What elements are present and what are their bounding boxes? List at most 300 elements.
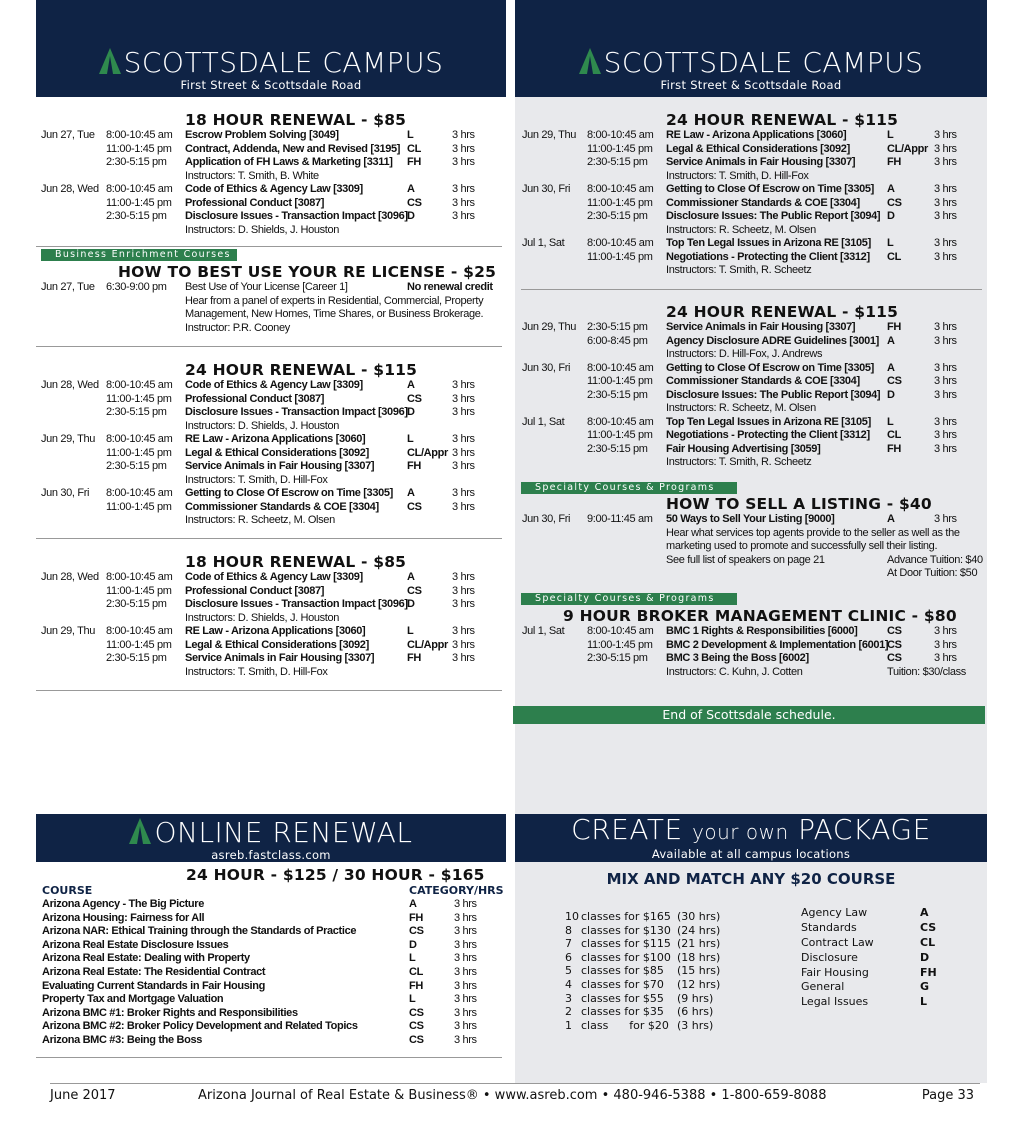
course-category: CL — [887, 429, 901, 441]
course-name: Professional Conduct [3087] — [185, 392, 325, 405]
logo-triangle-icon — [579, 48, 601, 74]
course-row — [521, 197, 987, 211]
course-row — [521, 129, 987, 143]
section-badge: Specialty Courses & Programs — [521, 482, 737, 494]
course-date: Jun 28, Wed — [41, 571, 99, 583]
tuition: Tuition: $30/class — [887, 665, 966, 678]
right-section-3 — [521, 496, 987, 581]
course-category: D — [887, 388, 895, 401]
left-section-3 — [36, 362, 502, 528]
course-row — [521, 156, 987, 170]
online-course-row — [36, 952, 502, 966]
course-hours: 3 hrs — [452, 142, 475, 155]
course-time: 8:00-10:45 am — [587, 625, 654, 637]
course-row — [521, 143, 987, 157]
course-row — [36, 156, 502, 170]
course-category: A — [407, 379, 415, 391]
instructors: Instructors: T. Smith, D. Hill-Fox — [185, 665, 328, 678]
course-date: Jun 28, Wed — [41, 183, 99, 195]
instructors: Instructors: R. Scheetz, M. Olsen — [185, 514, 335, 526]
course-category: CS — [887, 625, 902, 637]
online-course-hours: 3 hrs — [454, 1006, 477, 1019]
category-row — [801, 936, 961, 951]
logo-triangle-icon — [99, 48, 121, 74]
course-row — [521, 362, 987, 376]
course-time: 2:30-5:15 pm — [587, 156, 648, 168]
pricing-row — [565, 978, 765, 992]
online-course-category: L — [409, 952, 416, 965]
course-category: A — [887, 361, 895, 374]
pricing-price: classes for $35 — [581, 1005, 664, 1019]
course-category: L — [887, 237, 894, 249]
course-time: 8:00-10:45 am — [106, 487, 173, 499]
divider — [36, 246, 502, 247]
course-hours: 3 hrs — [934, 625, 957, 637]
course-date: Jun 30, Fri — [522, 361, 571, 374]
instructors: Instructors: D. Shields, J. Houston — [185, 611, 340, 624]
pricing-count: 7 — [565, 937, 572, 951]
footer-page: Page 33 — [921, 1088, 974, 1103]
course-time: 11:00-1:45 pm — [587, 250, 653, 263]
online-course-name: Evaluating Current Standards in Fair Housing — [42, 979, 265, 992]
course-name: Fair Housing Advertising [3059] — [666, 442, 821, 455]
right-section-1 — [521, 112, 987, 278]
course-row — [521, 416, 987, 430]
course-time: 8:00-10:45 am — [106, 433, 173, 445]
course-category: FH — [407, 652, 421, 664]
course-row — [36, 652, 502, 666]
course-category: A — [407, 571, 415, 583]
page-footer — [50, 1083, 980, 1109]
course-category: CS — [407, 196, 422, 209]
course-time: 8:00-10:45 am — [106, 183, 173, 195]
online-course-category: CS — [409, 925, 424, 938]
online-course-row — [36, 1007, 502, 1021]
divider — [36, 538, 502, 539]
left-section-1 — [36, 112, 502, 237]
course-name: Getting to Close Of Escrow on Time [3305] — [185, 487, 393, 499]
online-course-category: A — [409, 898, 417, 910]
course-time: 2:30-5:15 pm — [106, 652, 167, 664]
course-time: 9:00-11:45 am — [587, 513, 653, 525]
course-time: 8:00-10:45 am — [587, 237, 654, 249]
pricing-price: classes for $165 — [581, 910, 671, 923]
pricing-hours: (30 hrs) — [677, 910, 721, 923]
course-hours: 3 hrs — [452, 625, 475, 637]
course-name: Negotiations - Protecting the Client [3312] — [666, 429, 870, 441]
course-date: Jun 29, Thu — [41, 433, 96, 445]
online-course-name: Arizona Agency - The Big Picture — [42, 898, 204, 910]
category-name: General — [801, 980, 845, 994]
course-time: 2:30-5:15 pm — [587, 388, 648, 401]
pricing-row — [565, 964, 765, 978]
online-course-name: Arizona Real Estate Disclosure Issues — [42, 938, 229, 951]
course-time: 8:00-10:45 am — [587, 415, 654, 428]
pricing-row — [565, 1005, 765, 1019]
online-course-name: Arizona BMC #2: Broker Policy Development and Related Topics — [42, 1020, 358, 1033]
campus-header-left — [36, 0, 506, 97]
package-title-part: CREATE — [571, 813, 683, 846]
online-course-row — [36, 912, 502, 926]
course-name: Top Ten Legal Issues in Arizona RE [3105] — [666, 415, 871, 428]
course-hours: 3 hrs — [934, 196, 957, 209]
online-course-name: Arizona NAR: Ethical Training through the Standards of Practice — [42, 925, 357, 938]
instructors: Instructors: C. Kuhn, J. Cotten — [666, 665, 803, 678]
course-category: A — [887, 334, 895, 347]
course-name: BMC 3 Being the Boss [6002] — [666, 652, 809, 664]
section-heading: 24 HOUR RENEWAL - $115 — [185, 361, 418, 379]
pricing-count: 10 — [565, 910, 579, 923]
course-hours: 3 hrs — [934, 429, 957, 441]
instructors: Instructor: P.R. Cooney — [185, 321, 290, 334]
course-name: Getting to Close Of Escrow on Time [3305] — [666, 183, 874, 195]
online-course-name: Arizona BMC #3: Being the Boss — [42, 1033, 203, 1046]
course-date: Jun 30, Fri — [41, 487, 90, 499]
course-category: CS — [887, 196, 902, 209]
category-name: Legal Issues — [801, 995, 869, 1009]
course-description: Hear what services top agents provide to the seller as well as the — [666, 526, 960, 539]
tuition-row — [521, 554, 987, 568]
campus-subtitle: First Street & Scottsdale Road — [180, 78, 362, 92]
course-row — [36, 406, 502, 420]
online-course-name: Arizona Real Estate: The Residential Contract — [42, 965, 266, 978]
course-name: Commissioner Standards & COE [3304] — [185, 500, 379, 513]
course-row — [36, 585, 502, 599]
course-category: CL — [887, 250, 901, 263]
course-name: BMC 1 Rights & Responsibilities [6000] — [666, 625, 858, 637]
instructors: Instructors: T. Smith, R. Scheetz — [666, 456, 812, 468]
pricing-list — [565, 910, 765, 1032]
course-time: 8:00-10:45 am — [106, 571, 173, 583]
course-category: D — [407, 406, 415, 418]
course-date: Jun 28, Wed — [41, 379, 99, 391]
course-hours: 3 hrs — [452, 446, 475, 459]
course-row — [521, 513, 987, 527]
course-name: Contract, Addenda, New and Revised [3195] — [185, 142, 401, 155]
pricing-count: 2 — [565, 1005, 572, 1019]
footer-journal: Arizona Journal of Real Estate & Business® • www.asreb.com • 480-946-5388 • 1-800-659-8088 — [198, 1088, 827, 1103]
section-badge: Business Enrichment Courses — [41, 249, 237, 261]
course-row — [36, 143, 502, 157]
course-date: Jul 1, Sat — [522, 415, 565, 428]
course-row — [521, 625, 987, 639]
pricing-count: 4 — [565, 977, 572, 991]
course-hours: 3 hrs — [452, 379, 475, 391]
course-category: A — [887, 513, 895, 525]
course-row — [36, 625, 502, 639]
course-hours: 3 hrs — [934, 183, 957, 195]
pricing-price: classes for $100 — [581, 950, 671, 964]
course-time: 8:00-10:45 am — [587, 183, 654, 195]
online-course-hours: 3 hrs — [454, 1020, 477, 1033]
instructors: Instructors: T. Smith, B. White — [185, 169, 319, 182]
online-course-name: Arizona Real Estate: Dealing with Property — [42, 952, 250, 965]
course-time: 6:00-8:45 pm — [587, 334, 648, 347]
logo-triangle-icon — [129, 818, 151, 844]
course-category: L — [407, 433, 414, 445]
course-name: BMC 2 Development & Implementation [6001] — [666, 638, 889, 651]
instructors: Instructors: R. Scheetz, M. Olsen — [666, 402, 816, 414]
course-row — [36, 501, 502, 515]
online-course-row — [36, 939, 502, 953]
course-hours: 3 hrs — [452, 392, 475, 405]
course-time: 11:00-1:45 pm — [587, 375, 653, 387]
campus-header-right — [515, 0, 987, 97]
course-hours: 3 hrs — [934, 334, 957, 347]
online-course-category: D — [409, 938, 417, 951]
campus-title: SCOTTSDALE CAMPUS — [123, 46, 444, 79]
course-time: 8:00-10:45 am — [106, 129, 173, 141]
course-hours: 3 hrs — [934, 156, 957, 168]
advance-tuition: Advance Tuition: $40 — [887, 553, 983, 566]
instructors: Instructors: T. Smith, D. Hill-Fox — [666, 169, 809, 182]
pricing-price: classes for $130 — [581, 923, 671, 937]
course-category: D — [407, 210, 415, 222]
course-category: CS — [407, 392, 422, 405]
category-code: D — [920, 950, 930, 964]
course-row — [36, 183, 502, 197]
footer-date: June 2017 — [50, 1088, 116, 1103]
course-time: 2:30-5:15 pm — [106, 598, 167, 610]
course-row — [36, 460, 502, 474]
course-hours: 3 hrs — [452, 652, 475, 664]
course-hours: 3 hrs — [452, 598, 475, 610]
course-name: Escrow Problem Solving [3049] — [185, 129, 339, 141]
pricing-row — [565, 992, 765, 1006]
course-category: CS — [407, 500, 422, 513]
online-table-header — [36, 884, 502, 898]
course-row — [521, 389, 987, 403]
pricing-row — [565, 1019, 765, 1033]
category-code: CL — [920, 935, 936, 949]
course-row — [521, 375, 987, 389]
course-category: FH — [407, 460, 421, 472]
course-name: Service Animals in Fair Housing [3307] — [666, 156, 856, 168]
pricing-count: 8 — [565, 923, 572, 937]
course-row — [36, 393, 502, 407]
section-heading: 24 HOUR RENEWAL - $115 — [666, 303, 899, 321]
course-date: Jun 29, Thu — [41, 625, 96, 637]
course-name: Code of Ethics & Agency Law [3309] — [185, 379, 363, 391]
online-course-category: L — [409, 993, 416, 1006]
course-row — [36, 598, 502, 612]
pricing-hours: (9 hrs) — [677, 991, 714, 1005]
course-description: Management, New Homes, Time Shares, or Business Brokerage. — [185, 308, 484, 320]
course-hours: 3 hrs — [452, 500, 475, 513]
course-hours: 3 hrs — [934, 210, 957, 222]
course-category: FH — [887, 156, 901, 168]
course-row — [36, 571, 502, 585]
course-hours: 3 hrs — [452, 487, 475, 499]
online-heading: 24 HOUR - $125 / 30 HOUR - $165 — [186, 866, 485, 884]
course-time: 11:00-1:45 pm — [587, 638, 653, 651]
course-category: A — [887, 183, 895, 195]
course-hours: 3 hrs — [934, 638, 957, 651]
divider — [36, 690, 502, 691]
course-row — [36, 129, 502, 143]
category-name: Fair Housing — [801, 965, 869, 979]
package-heading: MIX AND MATCH ANY $20 COURSE — [606, 870, 896, 888]
course-category: CS — [407, 584, 422, 597]
category-code: A — [920, 906, 929, 919]
course-name: Commissioner Standards & COE [3304] — [666, 196, 860, 209]
course-hours: 3 hrs — [934, 375, 957, 387]
category-code: L — [920, 995, 928, 1009]
category-code: CS — [920, 920, 937, 934]
course-hours: 3 hrs — [934, 388, 957, 401]
pricing-row — [565, 951, 765, 965]
online-course-hours: 3 hrs — [454, 911, 477, 924]
online-course-row — [36, 993, 502, 1007]
course-date: Jun 30, Fri — [522, 183, 571, 195]
course-category: D — [407, 598, 415, 610]
course-row — [521, 443, 987, 457]
course-time: 2:30-5:15 pm — [587, 652, 648, 664]
course-hours: 3 hrs — [452, 183, 475, 195]
course-category: CL/Appr — [887, 142, 928, 155]
course-hours: 3 hrs — [452, 129, 475, 141]
divider — [521, 289, 982, 290]
course-hours: 3 hrs — [452, 406, 475, 418]
online-course-category: CS — [409, 1020, 424, 1033]
course-name: Service Animals in Fair Housing [3307] — [666, 321, 856, 333]
online-course-category: CS — [409, 1033, 424, 1046]
online-course-name: Arizona Housing: Fairness for All — [42, 911, 205, 924]
left-column — [36, 0, 506, 1046]
course-hours: 3 hrs — [452, 460, 475, 472]
course-time: 2:30-5:15 pm — [587, 210, 648, 222]
course-hours: 3 hrs — [934, 652, 957, 664]
door-tuition: At Door Tuition: $50 — [887, 567, 978, 579]
course-name: Disclosure Issues - Transaction Impact [3096] — [185, 210, 408, 222]
online-course-name: Arizona BMC #1: Broker Rights and Responsibilities — [42, 1006, 298, 1019]
package-title-part: PACKAGE — [798, 813, 931, 846]
course-category: A — [407, 487, 415, 499]
pricing-row — [565, 937, 765, 951]
category-code: FH — [920, 965, 937, 979]
course-name: Disclosure Issues: The Public Report [3094] — [666, 388, 881, 401]
pricing-hours: (3 hrs) — [677, 1018, 714, 1032]
online-course-category: CL — [409, 965, 423, 978]
course-category: FH — [887, 442, 901, 455]
course-hours: 3 hrs — [934, 321, 957, 333]
course-name: Code of Ethics & Agency Law [3309] — [185, 571, 363, 583]
course-name: Disclosure Issues - Transaction Impact [3096] — [185, 598, 408, 610]
right-section-4 — [521, 608, 987, 679]
course-category: CL/Appr — [407, 446, 448, 459]
online-course-category: CS — [409, 1006, 424, 1019]
course-row — [521, 251, 987, 265]
course-row — [36, 281, 502, 295]
course-date: Jun 29, Thu — [522, 321, 577, 333]
instructors: Instructors: R. Scheetz, M. Olsen — [666, 223, 816, 236]
course-name: Service Animals in Fair Housing [3307] — [185, 460, 375, 472]
course-row — [36, 487, 502, 501]
online-course-category: FH — [409, 911, 423, 924]
left-section-2 — [36, 264, 502, 335]
package-header — [515, 814, 987, 862]
pricing-row — [565, 910, 765, 924]
online-course-hours: 3 hrs — [454, 965, 477, 978]
course-time: 11:00-1:45 pm — [587, 142, 653, 155]
end-of-schedule-banner: End of Scottsdale schedule. — [513, 706, 985, 724]
course-name: Application of FH Laws & Marketing [3311] — [185, 156, 393, 168]
course-name: Service Animals in Fair Housing [3307] — [185, 652, 375, 664]
course-time: 2:30-5:15 pm — [106, 460, 167, 472]
course-row — [36, 210, 502, 224]
course-row — [521, 639, 987, 653]
online-title: ONLINE RENEWAL — [154, 816, 413, 849]
course-category: CS — [887, 652, 902, 664]
course-name: 50 Ways to Sell Your Listing [9000] — [666, 513, 835, 525]
course-time: 2:30-5:15 pm — [106, 210, 167, 222]
course-row — [521, 321, 987, 335]
course-category: L — [887, 415, 894, 428]
course-row — [521, 237, 987, 251]
course-time: 11:00-1:45 pm — [106, 446, 172, 459]
pricing-price: class for $20 — [581, 1018, 669, 1032]
course-row — [36, 197, 502, 211]
course-category: CL — [407, 142, 421, 155]
course-category: FH — [887, 321, 901, 333]
instructors: Instructors: D. Shields, J. Houston — [185, 223, 340, 236]
course-name: Professional Conduct [3087] — [185, 196, 325, 209]
course-category: CS — [887, 375, 902, 387]
course-time: 8:00-10:45 am — [587, 361, 654, 374]
course-time: 6:30-9:00 pm — [106, 281, 167, 293]
campus-title: SCOTTSDALE CAMPUS — [603, 46, 924, 79]
category-name: Contract Law — [801, 935, 874, 949]
course-category: L — [407, 625, 414, 637]
course-time: 11:00-1:45 pm — [587, 429, 653, 441]
course-hours: 3 hrs — [934, 129, 957, 141]
online-section — [36, 867, 502, 1048]
pricing-hours: (6 hrs) — [677, 1005, 714, 1019]
course-date: Jul 1, Sat — [522, 625, 565, 637]
course-name: Negotiations - Protecting the Client [3312] — [666, 250, 870, 263]
course-time: 11:00-1:45 pm — [106, 196, 172, 209]
category-list — [801, 906, 961, 1010]
online-course-hours: 3 hrs — [454, 925, 477, 938]
course-category: CS — [887, 638, 902, 651]
section-badge: Specialty Courses & Programs — [521, 593, 737, 605]
course-row — [521, 210, 987, 224]
online-course-hours: 3 hrs — [454, 1033, 477, 1046]
package-subtitle: Available at all campus locations — [651, 847, 851, 861]
course-category: FH — [407, 156, 421, 168]
course-description: Hear from a panel of experts in Residential, Commercial, Property — [185, 294, 484, 307]
package-title-part: your own — [692, 820, 789, 844]
course-date: Jun 30, Fri — [522, 513, 571, 525]
pricing-count: 1 — [565, 1018, 572, 1032]
course-time: 2:30-5:15 pm — [587, 442, 648, 455]
right-section-2 — [521, 304, 987, 470]
course-hours: 3 hrs — [452, 433, 475, 445]
instructors: Instructors: D. Shields, J. Houston — [185, 419, 340, 432]
course-time: 8:00-10:45 am — [587, 129, 654, 141]
online-course-hours: 3 hrs — [454, 898, 477, 910]
divider — [36, 1057, 502, 1058]
course-date: Jun 27, Tue — [41, 281, 95, 293]
course-name: Legal & Ethical Considerations [3092] — [185, 638, 369, 651]
campus-subtitle: First Street & Scottsdale Road — [660, 78, 842, 92]
left-section-4 — [36, 554, 502, 679]
pricing-price: classes for $70 — [581, 977, 664, 991]
course-hours: 3 hrs — [452, 210, 475, 222]
course-name: RE Law - Arizona Applications [3060] — [666, 129, 847, 141]
course-category: L — [887, 129, 894, 141]
section-heading: 9 HOUR BROKER MANAGEMENT CLINIC - $80 — [563, 607, 957, 625]
